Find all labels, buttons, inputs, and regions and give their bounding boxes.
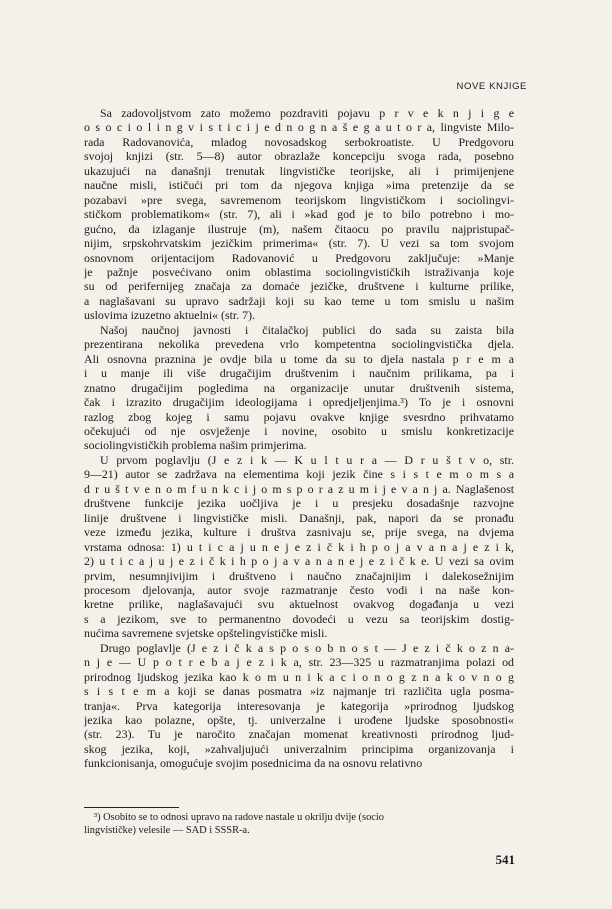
footnote-rule xyxy=(84,807,179,808)
text-line: naučne misli, ističući pri tom da njegova knjiga »ima pretenzije da se xyxy=(84,178,514,193)
text-line: svojoj knjizi (str. 5—8) autor obrazlaže koncepciju svoga rada, posebno xyxy=(84,149,514,164)
paragraph-3 xyxy=(84,453,514,641)
text-line: s i s t e m a koji se danas posmatra »iz najmanje tri različita ugla posma- xyxy=(84,684,514,699)
text-line: očekujući od nje osvježenje i novine, osobito u smislu konkretizacije xyxy=(84,423,514,438)
text-line: n j e — U p o t r e b a j e z i k a, str. 23—325 u razmatranjima polazi od xyxy=(84,655,514,670)
text-line: gućno, da izlaganje ilustruje (m), našem čitaocu po pravilu najpristupač- xyxy=(84,221,514,236)
text-line: o s o c i o l i n g v i s t i c i j e d n o g n a š e g a u t o r a, lingviste Milo- xyxy=(84,120,514,135)
text-line: prezentirana nekolika prevedena vrlo kompetentna sociolingvistička djela. xyxy=(84,337,514,352)
text-line: tranja«. Prva kategorija interesovanja je kategorija »prirodnog ljudskog xyxy=(84,698,514,713)
text-line: Drugo poglavlje (J e z i č k a s p o s o b n o s t — J e z i č k o z n a- xyxy=(100,640,514,655)
text-line: sociolingvističkih problema našim primjerima. xyxy=(84,438,307,453)
body-text xyxy=(84,106,514,771)
text-line: (str. 23). Tu je naročito značajan momenat kreativnosti prirodnog ljud- xyxy=(84,727,514,742)
text-line: veze između jezika, kulture i društva zasnivaju se, prije svega, na dvjema xyxy=(84,525,514,540)
text-line: nućima savremene svjetske opštelingvističke misli. xyxy=(84,626,328,641)
text-line: 9—21) autor se zadržava na elementima koji jezik čine s i s t e m o m s a xyxy=(84,467,514,482)
text-line: prvim, nesumnjivijim i društveno i naučno značajnijim i dalekosežnijim xyxy=(84,568,514,583)
text-line: kretne prilike, naglašavajući svu aktuelnost ovakvog događanja u vezi xyxy=(84,597,514,612)
text-line: je pažnje posvećivano onim oblastima sociolingvističkih istraživanja koje xyxy=(84,264,514,279)
text-line: čak i izrazito drugačijim ideologijama i opredjeljenjima.³) To je i osnovni xyxy=(84,395,514,410)
paragraph-4 xyxy=(84,641,514,771)
text-line: U prvom poglavlju (J e z i k — K u l t u r a — D r u š t v o, str. xyxy=(100,452,514,467)
page-number: 541 xyxy=(495,852,515,867)
text-line: prirodnog ljudskog jezika kao k o m u n i k a c i o n o g z n a k o v n o g xyxy=(84,669,514,684)
text-line: osnovnom orijentacijom Radovanović u Predgovoru zaključuje: »Manje xyxy=(84,250,514,265)
text-line: Ali osnovna praznina je ovdje bila u tome da su to djela nastala p r e m a xyxy=(84,351,514,366)
text-line: linije društvene i lingvističke misli. Današnji, pak, napori da se pronađu xyxy=(84,510,514,525)
text-line: stičkom problematikom« (str. 7), ali i »kad god je to bilo potrebno i mo- xyxy=(84,207,514,222)
footnote-line: ³) Osobito se to odnosi upravo na radove nastale u okrilju dvije (socio xyxy=(94,812,384,823)
text-line: nijim, srpskohrvatskim jezičkim primerima« (str. 7). U vezi sa tom svojom xyxy=(84,236,514,251)
text-line: uslovima izuzetno aktuelni« (str. 7). xyxy=(84,308,256,323)
text-line: skog jezika, koji, »zahvaljujući univerzalnim principima organizovanja i xyxy=(84,741,514,756)
footnote-line: lingvističke) velesile — SAD i SSSR-a. xyxy=(84,825,250,836)
text-line: vrstama odnosa: 1) u t i c a j u n e j e z i č k i h p o j a v a n a j e z i k, xyxy=(84,539,514,554)
text-line: razlog zbog kojeg i samu pojavu ovakve knjige svesrdno prihvatamo xyxy=(84,409,514,424)
text-line: su od perifernijeg značaja za domaće jezičke, društvene i kulturne prilike, xyxy=(84,279,514,294)
text-line: a naglašavani su upravo sadržaji koji su kao teme u tom smislu u našim xyxy=(84,293,514,308)
paragraph-2 xyxy=(84,323,514,453)
footnote xyxy=(84,811,514,837)
text-line: jezika kao polazne, opšte, tj. univerzalne i urođene ljudske sposobnosti« xyxy=(84,713,514,728)
text-line: pozabavi »pre svega, savremenom teorijskom lingvističkom i sociolingvi- xyxy=(84,192,514,207)
text-line: procesom djelovanja, autor svoje razmatranje često vodi i na naše kon- xyxy=(84,582,514,597)
running-head: NOVE KNJIGE xyxy=(456,81,527,92)
text-line: d r u š t v e n o m f u n k c i j o m s p o r a z u m i j e v a n j a. Naglašenost xyxy=(84,481,514,496)
text-line: znatno drugačijim pogledima na organizacije unutar društvenih sistema, xyxy=(84,380,514,395)
text-line: rada Radovanovića, mladog novosadskog serbokroatiste. U Predgovoru xyxy=(84,134,514,149)
text-line: ukazujući na današnji trenutak lingvističke teorijske, ali i primijenjene xyxy=(84,163,514,178)
text-line: funkcionisanja, omogućuje svojim posednicima da na osnovu relativno xyxy=(84,756,423,771)
text-line: društvene funkcije jezika uočljiva je i u presjeku dosadašnje razvojne xyxy=(84,496,514,511)
text-line: Sa zadovoljstvom zato možemo pozdraviti pojavu p r v e k n j i g e xyxy=(100,106,514,120)
text-line: 2) u t i c a j u j e z i č k i h p o j a v a n a n e j e z i č k e. U vezi sa ovim xyxy=(84,554,514,569)
text-line: i u manje ili više drugačijim društvenim i naučnim prilikama, pa i xyxy=(84,366,514,381)
paragraph-1 xyxy=(84,106,514,323)
text-line: s a jezikom, sve to permanentno dovodeći u vezu sa teorijskim dostig- xyxy=(84,611,514,626)
text-line: Našoj naučnoj javnosti i čitalačkoj publici do sada su zaista bila xyxy=(100,322,514,337)
